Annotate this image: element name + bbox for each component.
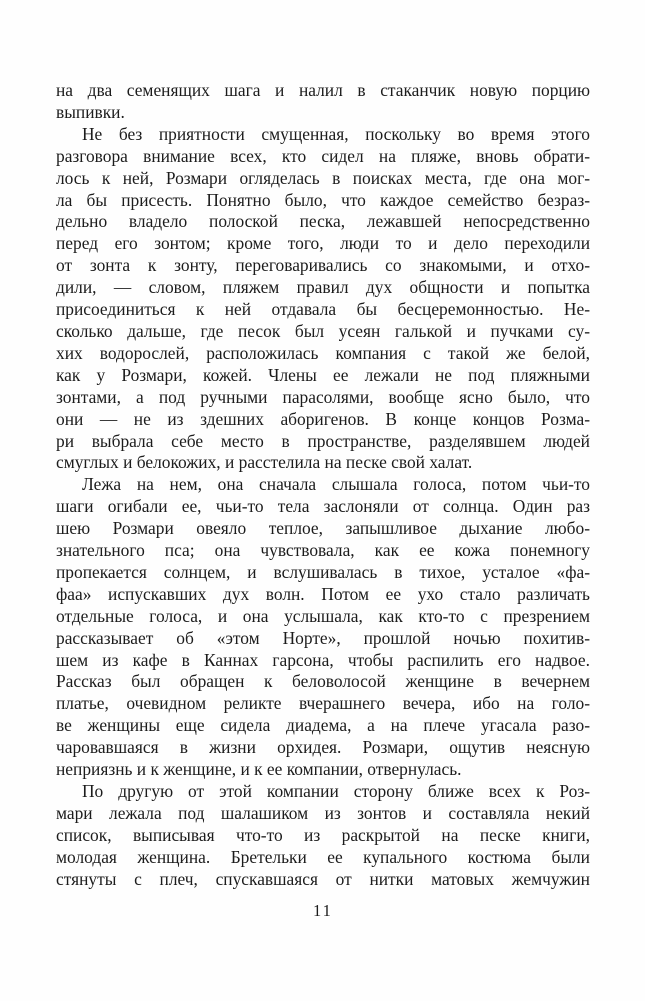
text-line: от зонта к зонту, переговаривались со знакомыми, и отхо- — [56, 255, 590, 276]
text-line: сколько дальше, где песок был усеян галькой и пучками су- — [56, 320, 590, 341]
text-line: выпивки. — [56, 101, 125, 122]
text-line: молодая женщина. Бретельки ее купального костюма были — [56, 846, 590, 867]
text-line: ла бы присесть. Понятно было, что каждое семейство безраз- — [56, 189, 590, 210]
text-line: хих водорослей, расположилась компания с такой же белой, — [56, 342, 590, 363]
text-line: на два семенящих шага и налил в стаканчик новую порцию — [56, 80, 590, 100]
text-line: мари лежала под шалашиком из зонтов и составляла некий — [56, 802, 590, 823]
text-line: ве женщины еще сидела диадема, а на плече угасала разо- — [56, 715, 590, 736]
text-line: знательного пса; она чувствовала, как ее кожа понемногу — [56, 540, 590, 561]
text-line: По другую от этой компании сторону ближе всех к Роз- — [82, 781, 590, 801]
text-line: Рассказ был обращен к беловолосой женщине в вечернем — [56, 671, 590, 692]
text-line: смуглых и белокожих, и расстелила на песке свой халат. — [56, 452, 473, 473]
text-line: отдельные голоса, и она услышала, как кто-то с презрением — [56, 605, 590, 626]
text-line: зонтами, а под ручными парасолями, вообще ясно было, что — [56, 386, 590, 407]
text-line: они — не из здешних аборигенов. В конце концов Розма- — [56, 408, 590, 429]
text-line: разговора внимание всех, кто сидел на пляже, вновь обрати- — [56, 145, 590, 166]
text-line: лось к ней, Розмари огляделась в поисках места, где она мог- — [56, 167, 590, 188]
text-line: шею Розмари овеяло теплое, запышливое дыхание любо- — [56, 518, 590, 539]
text-line: пропекается солнцем, и вслушивалась в тихое, усталое «фа- — [56, 561, 590, 582]
text-line: стянуты с плеч, спускавшаяся от нитки матовых жемчужин — [56, 868, 590, 889]
text-line: Не без приятности смущенная, поскольку во время этого — [82, 123, 590, 144]
text-line: шем из кафе в Каннах гарсона, чтобы распилить его надвое. — [56, 649, 590, 670]
text-line: список, выписывая что-то из раскрытой на песке книги, — [56, 824, 590, 845]
text-block — [56, 80, 590, 891]
text-line: чаровавшаяся в жизни орхидея. Розмари, ощутив неясную — [56, 737, 590, 758]
text-line: перед его зонтом; кроме того, люди то и дело переходили — [56, 233, 590, 254]
text-line: присоединиться к ней отдавала бы бесцеремонностью. Не- — [56, 299, 590, 320]
page-number: 11 — [313, 901, 333, 920]
text-line: рассказывает об «этом Норте», прошлой ночью похитив- — [56, 627, 590, 648]
text-line: фаа» испускавших дух волн. Потом ее ухо стало различать — [56, 583, 590, 604]
text-line: ри выбрала себе место в пространстве, разделявшем людей — [56, 430, 590, 451]
text-line: как у Розмари, кожей. Члены ее лежали не под пляжными — [56, 364, 590, 385]
text-line: шаги огибали ее, чьи-то тела заслоняли от солнца. Один раз — [56, 496, 590, 517]
text-line: дили, — словом, пляжем правил дух общности и попытка — [56, 277, 590, 298]
text-line: дельно владело полоской песка, лежавшей непосредственно — [56, 211, 590, 232]
text-line: платье, очевидном реликте вчерашнего вечера, ибо на голо- — [56, 693, 590, 714]
text-line: неприязнь и к женщине, и к ее компании, отвернулась. — [56, 759, 462, 780]
text-line: Лежа на нем, она сначала слышала голоса, потом чьи-то — [82, 474, 590, 495]
